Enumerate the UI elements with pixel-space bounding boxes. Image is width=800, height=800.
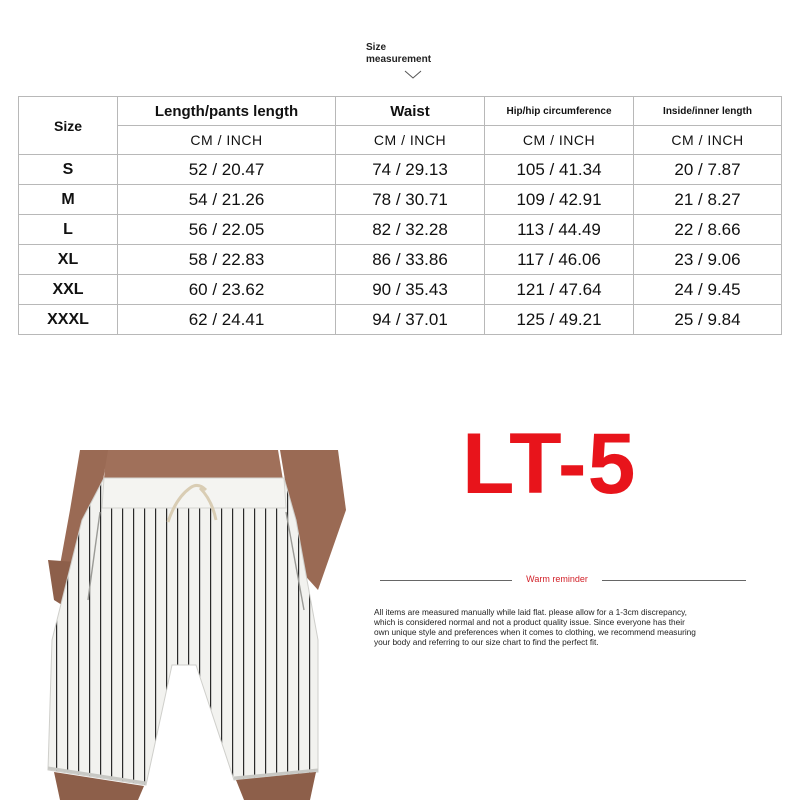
reminder-line: which is considered normal and not a product quality issue. Since everyone has their: [374, 617, 685, 627]
table-row: [19, 155, 782, 185]
reminder-line: All items are measured manually while laid flat. please allow for a 1-3cm discrepancy,: [374, 607, 687, 617]
table-cell: 82 / 32.28: [336, 215, 485, 245]
size-measurement-heading: [366, 42, 476, 66]
table-cell: 94 / 37.01: [336, 305, 485, 335]
torso: [104, 450, 283, 480]
table-cell: 121 / 47.64: [485, 275, 634, 305]
reminder-line: your body and referring to our size chart to find the perfect fit.: [374, 637, 599, 647]
table-cell: 24 / 9.45: [634, 275, 782, 305]
reminder-divider-right: [600, 580, 746, 581]
table-cell: 23 / 9.06: [634, 245, 782, 275]
unit-row: [19, 126, 782, 155]
table-cell: 86 / 33.86: [336, 245, 485, 275]
unit-label: CM / INCH: [118, 126, 336, 155]
table-row: [19, 245, 782, 275]
reminder-title: Warm reminder: [512, 574, 602, 584]
size-label: L: [19, 215, 118, 245]
heading-line-2: measurement: [366, 54, 432, 65]
reminder-divider-left: [380, 580, 514, 581]
table-row: [19, 185, 782, 215]
table-cell: 21 / 8.27: [634, 185, 782, 215]
unit-label: CM / INCH: [634, 126, 782, 155]
table-cell: 54 / 21.26: [118, 185, 336, 215]
column-header-hip: Hip/hip circumference: [485, 97, 634, 126]
table-cell: 105 / 41.34: [485, 155, 634, 185]
size-label: M: [19, 185, 118, 215]
table-cell: 109 / 42.91: [485, 185, 634, 215]
table-cell: 60 / 23.62: [118, 275, 336, 305]
column-header-length: Length/pants length: [118, 97, 336, 126]
table-cell: 117 / 46.06: [485, 245, 634, 275]
size-label: S: [19, 155, 118, 185]
heading-line-1: Size: [366, 42, 387, 53]
table-cell: 56 / 22.05: [118, 215, 336, 245]
size-header: Size: [19, 97, 118, 155]
table-row: [19, 215, 782, 245]
reminder-line: own unique style and preferences when it comes to clothing, we recommend measuring: [374, 627, 696, 637]
table-cell: 52 / 20.47: [118, 155, 336, 185]
table-cell: 74 / 29.13: [336, 155, 485, 185]
table-row: [19, 305, 782, 335]
waistband: [102, 478, 286, 508]
reminder-text: [374, 607, 774, 647]
table-cell: 25 / 9.84: [634, 305, 782, 335]
size-label: XXL: [19, 275, 118, 305]
table-cell: 78 / 30.71: [336, 185, 485, 215]
size-label: XL: [19, 245, 118, 275]
table-row: [19, 275, 782, 305]
table-cell: 62 / 24.41: [118, 305, 336, 335]
unit-label: CM / INCH: [336, 126, 485, 155]
column-header-waist: Waist: [336, 97, 485, 126]
size-chart-table: [18, 96, 782, 335]
chevron-down-icon: [404, 70, 422, 80]
column-header-inseam: Inside/inner length: [634, 97, 782, 126]
table-cell: 20 / 7.87: [634, 155, 782, 185]
model-code: LT-5: [462, 416, 637, 512]
table-cell: 58 / 22.83: [118, 245, 336, 275]
product-photo: [18, 450, 358, 800]
table-cell: 90 / 35.43: [336, 275, 485, 305]
unit-label: CM / INCH: [485, 126, 634, 155]
table-cell: 125 / 49.21: [485, 305, 634, 335]
header-row: [19, 97, 782, 126]
size-label: XXXL: [19, 305, 118, 335]
table-cell: 113 / 44.49: [485, 215, 634, 245]
table-cell: 22 / 8.66: [634, 215, 782, 245]
pinstripe-shorts: [48, 478, 318, 785]
